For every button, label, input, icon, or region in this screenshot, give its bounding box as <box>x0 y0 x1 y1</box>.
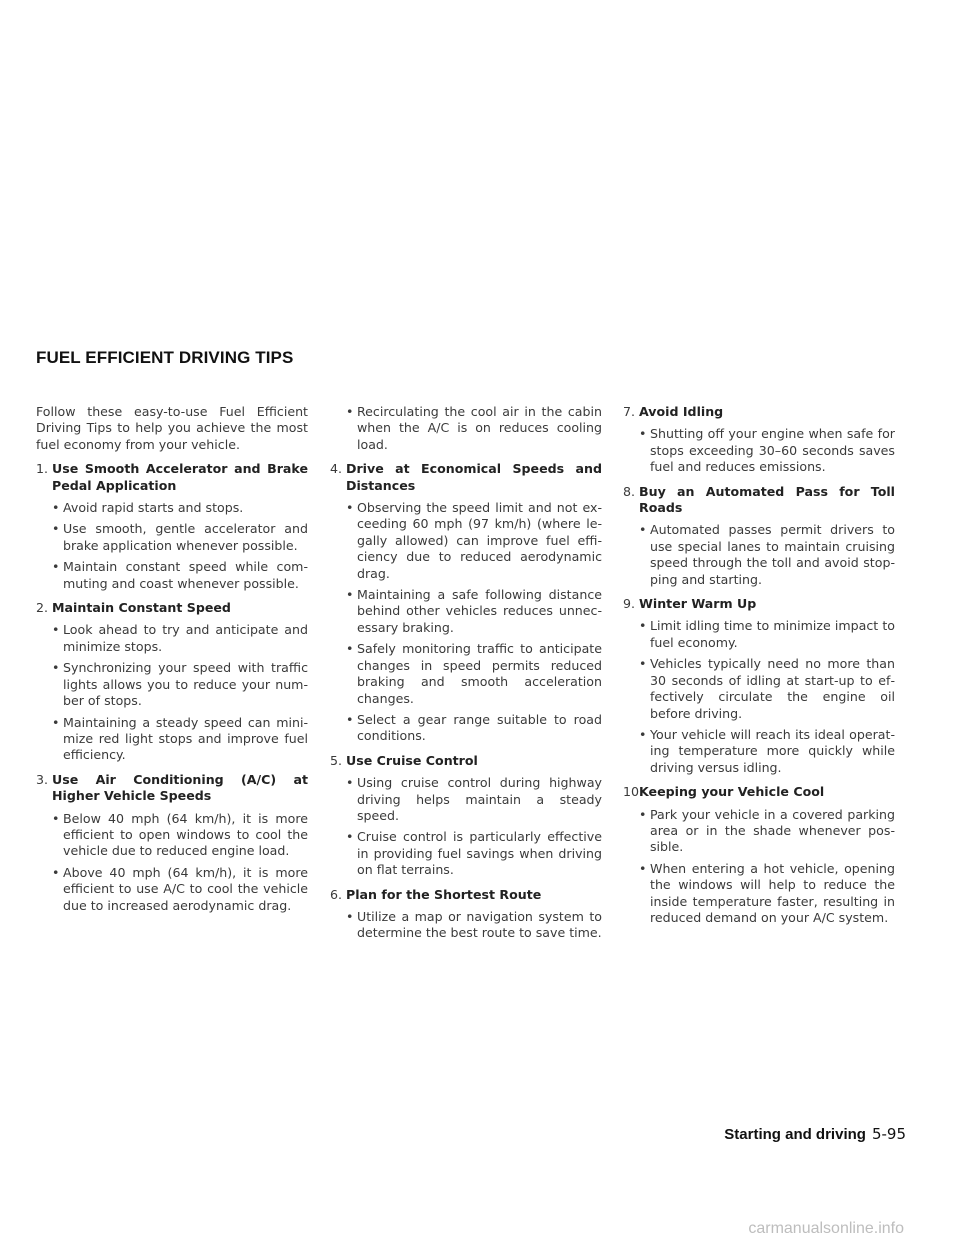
page-footer <box>724 1125 906 1143</box>
column-2-items <box>330 404 602 942</box>
tip-number: 4. <box>330 461 343 477</box>
tip-bullets <box>330 500 602 745</box>
tip-heading <box>623 596 895 612</box>
tip-number: 9. <box>623 596 636 612</box>
tip-title: Use Air Conditioning (A/C) at Higher Vehicle Speeds <box>52 771 308 804</box>
tip-bullet: • Maintaining a safe following distance behind other vehicles reduces unnecessary braking. <box>330 587 602 636</box>
tip-bullets <box>36 811 308 914</box>
tip-bullets <box>623 618 895 776</box>
column-1 <box>36 404 308 922</box>
tip-item <box>36 461 308 592</box>
tip-bullet: • Use smooth, gentle accelerator and brake application whenever possible. <box>36 521 308 554</box>
tip-number: 8. <box>623 483 636 499</box>
tip-bullets <box>330 404 602 453</box>
tip-heading <box>330 887 602 903</box>
tip-bullet: • Recirculating the cool air in the cabin when the A/C is on reduces cooling load. <box>330 404 602 453</box>
tip-bullets <box>330 775 602 878</box>
tip-bullets <box>36 622 308 763</box>
tip-title: Plan for the Shortest Route <box>346 886 542 902</box>
tip-bullet: • Using cruise control during highway driving helps maintain a steady speed. <box>330 775 602 824</box>
tip-title: Use Cruise Control <box>346 752 478 768</box>
section-title: FUEL EFFICIENT DRIVING TIPS <box>36 348 294 367</box>
intro-paragraph: Follow these easy-to-use Fuel Efficient Driving Tips to help you achieve the most fuel economy from your vehicle. <box>36 404 308 452</box>
tip-bullet: • Park your vehicle in a covered parking area or in the shade whenever possible. <box>623 807 895 856</box>
tip-bullet: • Below 40 mph (64 km/h), it is more efficient to open windows to cool the vehicle due to reduced engine load. <box>36 811 308 860</box>
tip-bullet: • Avoid rapid starts and stops. <box>36 500 308 516</box>
tip-number: 7. <box>623 404 636 419</box>
tip-bullets <box>623 426 895 475</box>
tip-number: 2. <box>36 600 49 616</box>
tip-title: Use Smooth Accelerator and Brake Pedal Application <box>52 461 308 493</box>
tip-heading <box>623 484 895 517</box>
tip-bullet: • Safely monitoring traffic to anticipate changes in speed permits reduced braking and smooth acceleration changes. <box>330 641 602 707</box>
tip-bullet: • Maintain constant speed while commuting and coast whenever possible. <box>36 559 308 592</box>
tip-bullet: • Limit idling time to minimize impact to fuel economy. <box>623 618 895 651</box>
tip-title: Winter Warm Up <box>639 596 757 612</box>
tip-bullet: • Utilize a map or navigation system to determine the best route to save time. <box>330 909 602 942</box>
tip-title: Maintain Constant Speed <box>52 600 231 616</box>
tip-bullets <box>36 500 308 592</box>
page-number: 5-95 <box>871 1125 906 1143</box>
tip-bullet: • Select a gear range suitable to road conditions. <box>330 712 602 745</box>
column-1-items <box>36 461 308 914</box>
tip-heading <box>330 461 602 494</box>
column-2 <box>330 404 602 950</box>
tip-item <box>36 600 308 764</box>
tip-heading <box>36 461 308 494</box>
tip-bullet: • Synchronizing your speed with traffic lights allows you to reduce your number of stops. <box>36 660 308 709</box>
tip-item <box>330 461 602 745</box>
tip-item <box>623 404 895 476</box>
tip-bullets <box>623 807 895 927</box>
tip-title: Buy an Automated Pass for Toll Roads <box>639 483 895 516</box>
tip-bullet: • Cruise control is particularly effective in providing fuel savings when driving on flat terrains. <box>330 829 602 878</box>
column-3-items <box>623 404 895 926</box>
tip-bullet: • Observing the speed limit and not exceeding 60 mph (97 km/h) (where legally allowed) can improve fuel efficiency due to reduced aerodynamic drag. <box>330 500 602 582</box>
tip-item <box>330 404 602 453</box>
tip-bullet: • When entering a hot vehicle, opening the windows will help to reduce the inside temperature faster, resulting in reduced demand on your A/C system. <box>623 861 895 927</box>
watermark: carmanualsonline.info <box>748 1220 904 1237</box>
tip-title: Keeping your Vehicle Cool <box>639 784 825 800</box>
tip-bullet: • Shutting off your engine when safe for stops exceeding 30–60 seconds saves fuel and reduces emissions. <box>623 426 895 475</box>
tip-number: 6. <box>330 886 343 902</box>
tip-title: Avoid Idling <box>639 404 724 419</box>
tip-heading <box>623 784 895 800</box>
tip-bullet: • Above 40 mph (64 km/h), it is more efficient to use A/C to cool the vehicle due to increased aerodynamic drag. <box>36 865 308 914</box>
tip-heading <box>623 404 895 420</box>
tip-heading <box>36 600 308 616</box>
tip-number: 10. <box>623 784 644 800</box>
tip-item <box>623 784 895 926</box>
tip-item <box>623 484 895 588</box>
tip-item <box>330 753 602 879</box>
tip-bullet: • Vehicles typically need no more than 30 seconds of idling at start-up to effectively circulate the engine oil before driving. <box>623 656 895 722</box>
tip-title: Drive at Economical Speeds and Distances <box>346 461 602 493</box>
tip-item <box>36 772 308 914</box>
tip-item <box>330 887 602 942</box>
tip-number: 3. <box>36 771 49 787</box>
tip-heading <box>36 772 308 805</box>
tip-number: 5. <box>330 752 343 768</box>
chapter-label: Starting and driving <box>724 1126 866 1143</box>
tip-bullets <box>330 909 602 942</box>
tip-bullet: • Maintaining a steady speed can minimize red light stops and improve fuel efficiency. <box>36 715 308 764</box>
tip-bullet: • Look ahead to try and anticipate and minimize stops. <box>36 622 308 655</box>
tip-bullet: • Your vehicle will reach its ideal operating temperature more quickly while driving versus idling. <box>623 727 895 776</box>
column-3 <box>623 404 895 934</box>
tip-bullet: • Automated passes permit drivers to use special lanes to maintain cruising speed through the toll and avoid stopping and starting. <box>623 522 895 588</box>
tip-bullets <box>623 522 895 588</box>
tip-item <box>623 596 895 776</box>
tip-heading <box>330 753 602 769</box>
tip-number: 1. <box>36 461 49 477</box>
